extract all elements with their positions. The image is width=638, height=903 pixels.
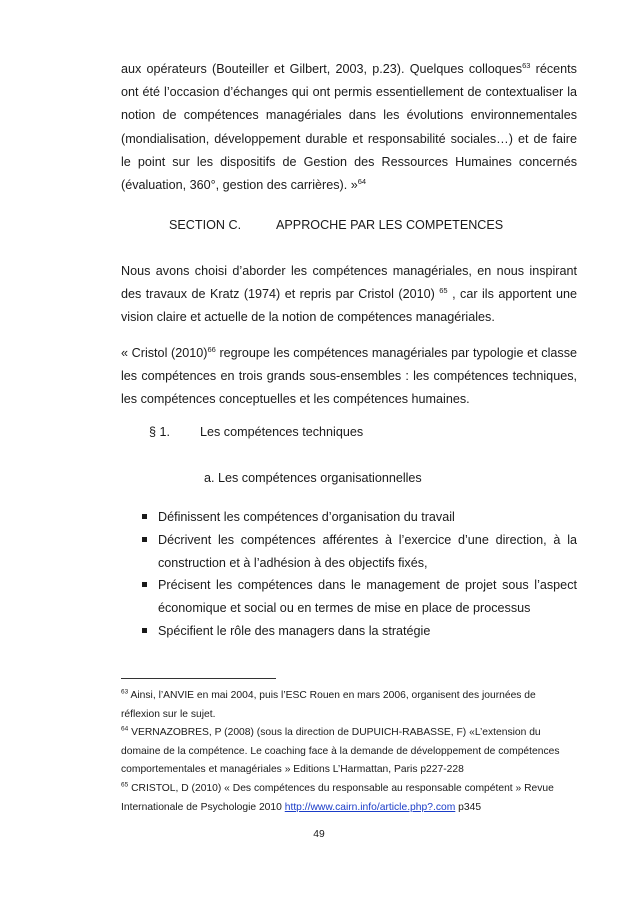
paragraph-approach — [121, 260, 577, 330]
footnote-text: Ainsi, l’ANVIE en mai 2004, puis l’ESC Rouen en mars 2006, organisent des journées de réflexion sur le sujet. — [121, 690, 536, 720]
paragraph-intro — [121, 58, 577, 197]
list-item-text: Décrivent les compétences afférentes à l’exercice d’une direction, à la construction et à l’adhésion à des objectifs fixés, — [158, 532, 577, 570]
sub-subsection-heading: a. Les compétences organisationnelles — [204, 471, 422, 485]
list-item-text: Définissent les compétences d’organisation du travail — [158, 510, 455, 524]
page-number: 49 — [313, 829, 325, 840]
section-heading — [169, 218, 504, 232]
list-item-text: Spécifient le rôle des managers dans la stratégie — [158, 623, 431, 638]
list-item-text: Précisent les compétences dans le management de projet sous l’aspect économique et social ou en termes de mise en place de processus — [158, 578, 577, 616]
footnote-ref-65[interactable]: 65 — [439, 286, 448, 296]
footnote-ref-66[interactable]: 66 — [207, 344, 216, 354]
paragraph-intro-text-b: récents ont été l’occasion d’échanges qui ont permis essentiellement de contextualiser la notion de compétences managériales dans les évolutions environnementales (mondialisation, développement durable et responsabilité sociales…) et de faire le point sur les dispositifs de Gestion des Ressources Humaines concernés (évaluation, 360°, gestion des carrières). » — [121, 62, 577, 193]
list-item — [142, 620, 577, 643]
section-title: APPROCHE PAR LES COMPETENCES — [276, 218, 504, 232]
footnote-63 — [121, 687, 577, 724]
list-item — [142, 506, 577, 529]
square-bullet-icon — [142, 628, 147, 633]
footnote-num: 64 — [121, 725, 129, 733]
footnotes — [121, 687, 577, 817]
paragraph-approach-text-b: , car ils apportent une vision claire et actuelle de la notion de compétences managériales. — [121, 287, 578, 325]
paragraph-cristol-text-b: regroupe les compétences managériales par typologie et classe les compétences en trois grands sous-ensembles : les compétences techniques, les compétences conceptuelles et les compétences humaines. — [121, 346, 577, 407]
square-bullet-icon — [142, 537, 147, 542]
footnote-separator — [121, 678, 276, 679]
footnote-link[interactable]: http://www.cairn.info/article.php?.com — [284, 801, 456, 813]
footnote-65 — [121, 780, 577, 817]
section-label: SECTION C. — [169, 218, 242, 232]
subsection-title: Les compétences techniques — [200, 425, 364, 439]
list-item — [142, 529, 577, 575]
footnote-text-end: p345 — [455, 801, 482, 813]
paragraph-approach-text-a: Nous avons choisi d’aborder les compétences managériales, en nous inspirant des travaux de Kratz (1974) et repris par Cristol (2010) — [121, 264, 577, 302]
subsection-heading — [149, 425, 364, 439]
bullet-list — [142, 506, 577, 643]
footnote-64 — [121, 724, 577, 780]
square-bullet-icon — [142, 514, 147, 519]
list-item — [142, 574, 577, 620]
footnote-num: 65 — [121, 781, 129, 789]
subsection-label: § 1. — [149, 425, 171, 439]
footnote-text: VERNAZOBRES, P (2008) (sous la direction de DUPUICH-RABASSE, F) «L’extension du domaine de la compétence. Le coaching face à la demande de développement de compétences comportementales et managériales » Editions L’Harmattan, Paris p227-228 — [121, 727, 560, 776]
paragraph-cristol-text-a: « Cristol (2010) — [121, 346, 208, 360]
footnote-ref-64[interactable]: 64 — [357, 176, 367, 186]
paragraph-intro-text-a: aux opérateurs (Bouteiller et Gilbert, 2003, p.23). Quelques colloques — [121, 62, 523, 76]
square-bullet-icon — [142, 582, 147, 587]
footnote-text: CRISTOL, D (2010) « Des compétences du responsable au responsable compétent » Revue Internationale de Psychologie 2010 — [121, 782, 554, 813]
paragraph-cristol — [121, 342, 577, 412]
footnote-ref-63[interactable]: 63 — [522, 60, 531, 70]
footnote-num: 63 — [121, 688, 129, 696]
